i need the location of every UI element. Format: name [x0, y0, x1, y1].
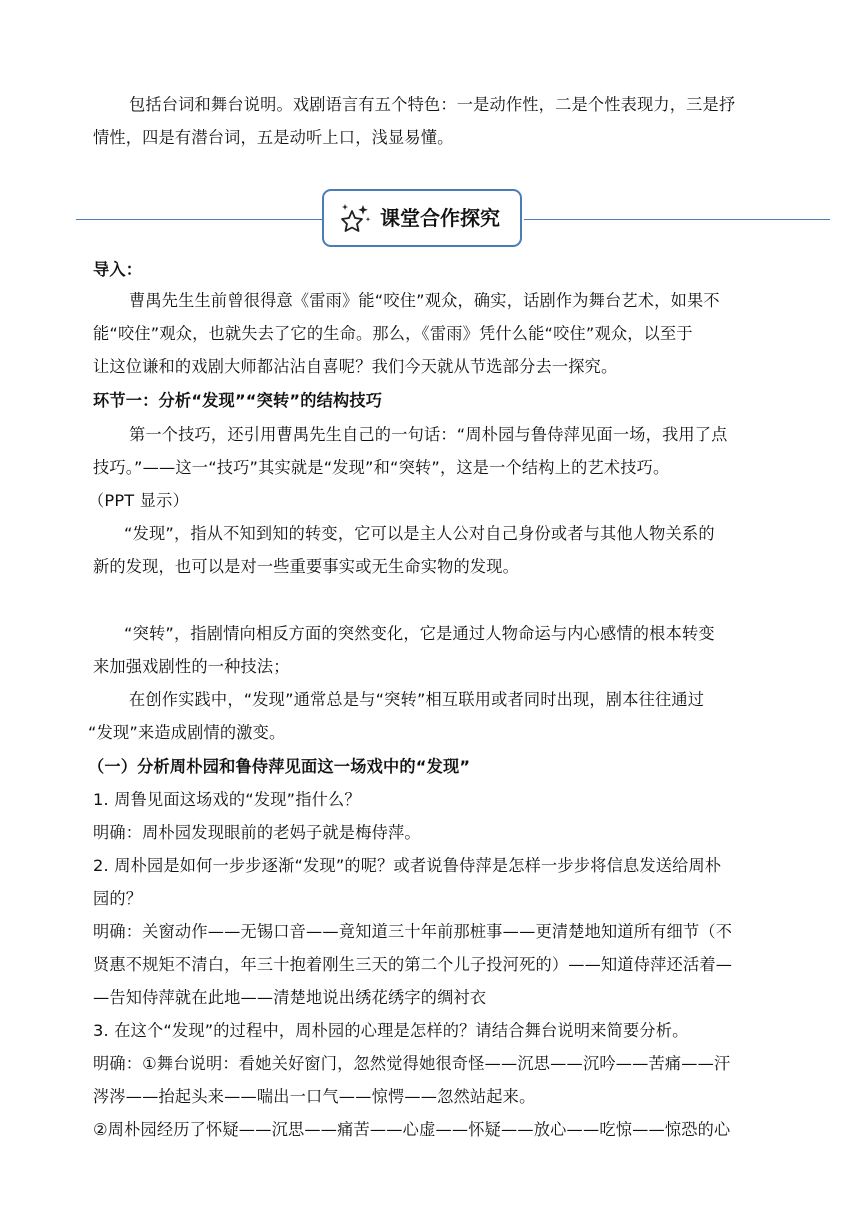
- step-one-para2-line-1: “发现”，指从不知到知的转变，它可以是主人公对自己身份或者与其他人物关系的: [124, 524, 715, 543]
- section-title: 课堂合作探究: [380, 206, 500, 230]
- banner-rule-right: [524, 219, 830, 220]
- sub-one-line-9: 明确：①舞台说明：看她关好窗门，忽然觉得她很奇怪——沉思——沉吟——苦痛——汗: [93, 1054, 731, 1073]
- lead-in-line-3: 让这位谦和的戏剧大师都沾沾自喜呢？我们今天就从节选部分去一探究。: [93, 357, 618, 376]
- sub-one-line-2: 明确：周朴园发现眼前的老妈子就是梅侍萍。: [93, 823, 421, 842]
- intro-line-1: 包括台词和舞台说明。戏剧语言有五个特色：一是动作性，二是个性表现力，三是抒: [129, 95, 736, 114]
- step-one-para4-line-2: “发现”来造成剧情的激变。: [88, 723, 286, 742]
- step-one-para2-line-2: 新的发现，也可以是对一些重要事实或无生命实物的发现。: [93, 557, 520, 576]
- section-banner: [322, 189, 522, 247]
- step-one-para4-line-1: 在创作实践中，“发现”通常总是与“突转”相互联用或者同时出现，剧本往往通过: [129, 690, 705, 709]
- step-one-para1-line-3: （PPT 显示）: [88, 491, 189, 510]
- intro-line-2: 情性，四是有潜台词，五是动听上口，浅显易懂。: [93, 128, 454, 147]
- sub-one-line-3: 2. 周朴园是如何一步步逐渐“发现”的呢？或者说鲁侍萍是怎样一步步将信息发送给周朴: [93, 856, 722, 875]
- step-one-para1-line-2: 技巧。”——这一“技巧”其实就是“发现”和“突转”，这是一个结构上的艺术技巧。: [93, 458, 670, 477]
- sub-one-line-4: 园的？: [93, 889, 143, 908]
- step-one-para3-line-1: “突转”，指剧情向相反方面的突然变化，它是通过人物命运与内心感情的根本转变: [124, 624, 715, 643]
- step-one-para1-line-1: 第一个技巧，还引用曹禺先生自己的一句话：“周朴园与鲁侍萍见面一场，我用了点: [129, 425, 728, 444]
- lead-in-line-2: 能“咬住”观众，也就失去了它的生命。那么，《雷雨》凭什么能“咬住”观众，以至于: [93, 324, 693, 343]
- sparkle-star-icon: [338, 203, 372, 233]
- sub-one-line-11: ②周朴园经历了怀疑——沉思——痛苦——心虚——怀疑——放心——吃惊——惊恐的心: [93, 1120, 731, 1139]
- step-one-heading: 环节一：分析“发现”“突转”的结构技巧: [93, 391, 383, 410]
- sub-one-line-1: 1. 周鲁见面这场戏的“发现”指什么？: [93, 790, 361, 809]
- sub-one-line-6: 贤惠不规矩不清白，年三十抱着刚生三天的第二个儿子投河死的）——知道侍萍还活着—: [93, 955, 733, 974]
- sub-one-line-5: 明确：关窗动作——无锡口音——竟知道三十年前那桩事——更清楚地知道所有细节（不: [93, 922, 733, 941]
- sub-one-heading: （一）分析周朴园和鲁侍萍见面这一场戏中的“发现”: [88, 757, 471, 776]
- lead-in-heading: 导入：: [93, 260, 143, 279]
- sub-one-line-7: —告知侍萍就在此地——清楚地说出绣花绣字的绸衬衣: [93, 988, 487, 1007]
- banner-rule-left: [76, 219, 322, 220]
- sub-one-line-8: 3. 在这个“发现”的过程中，周朴园的心理是怎样的？请结合舞台说明来简要分析。: [93, 1021, 689, 1040]
- sub-one-line-10: 涔涔——抬起头来——喘出一口气——惊愕——忽然站起来。: [93, 1087, 536, 1106]
- step-one-para3-line-2: 来加强戏剧性的一种技法；: [93, 657, 290, 676]
- lead-in-line-1: 曹禺先生生前曾很得意《雷雨》能“咬住”观众，确实，话剧作为舞台艺术，如果不: [129, 291, 720, 310]
